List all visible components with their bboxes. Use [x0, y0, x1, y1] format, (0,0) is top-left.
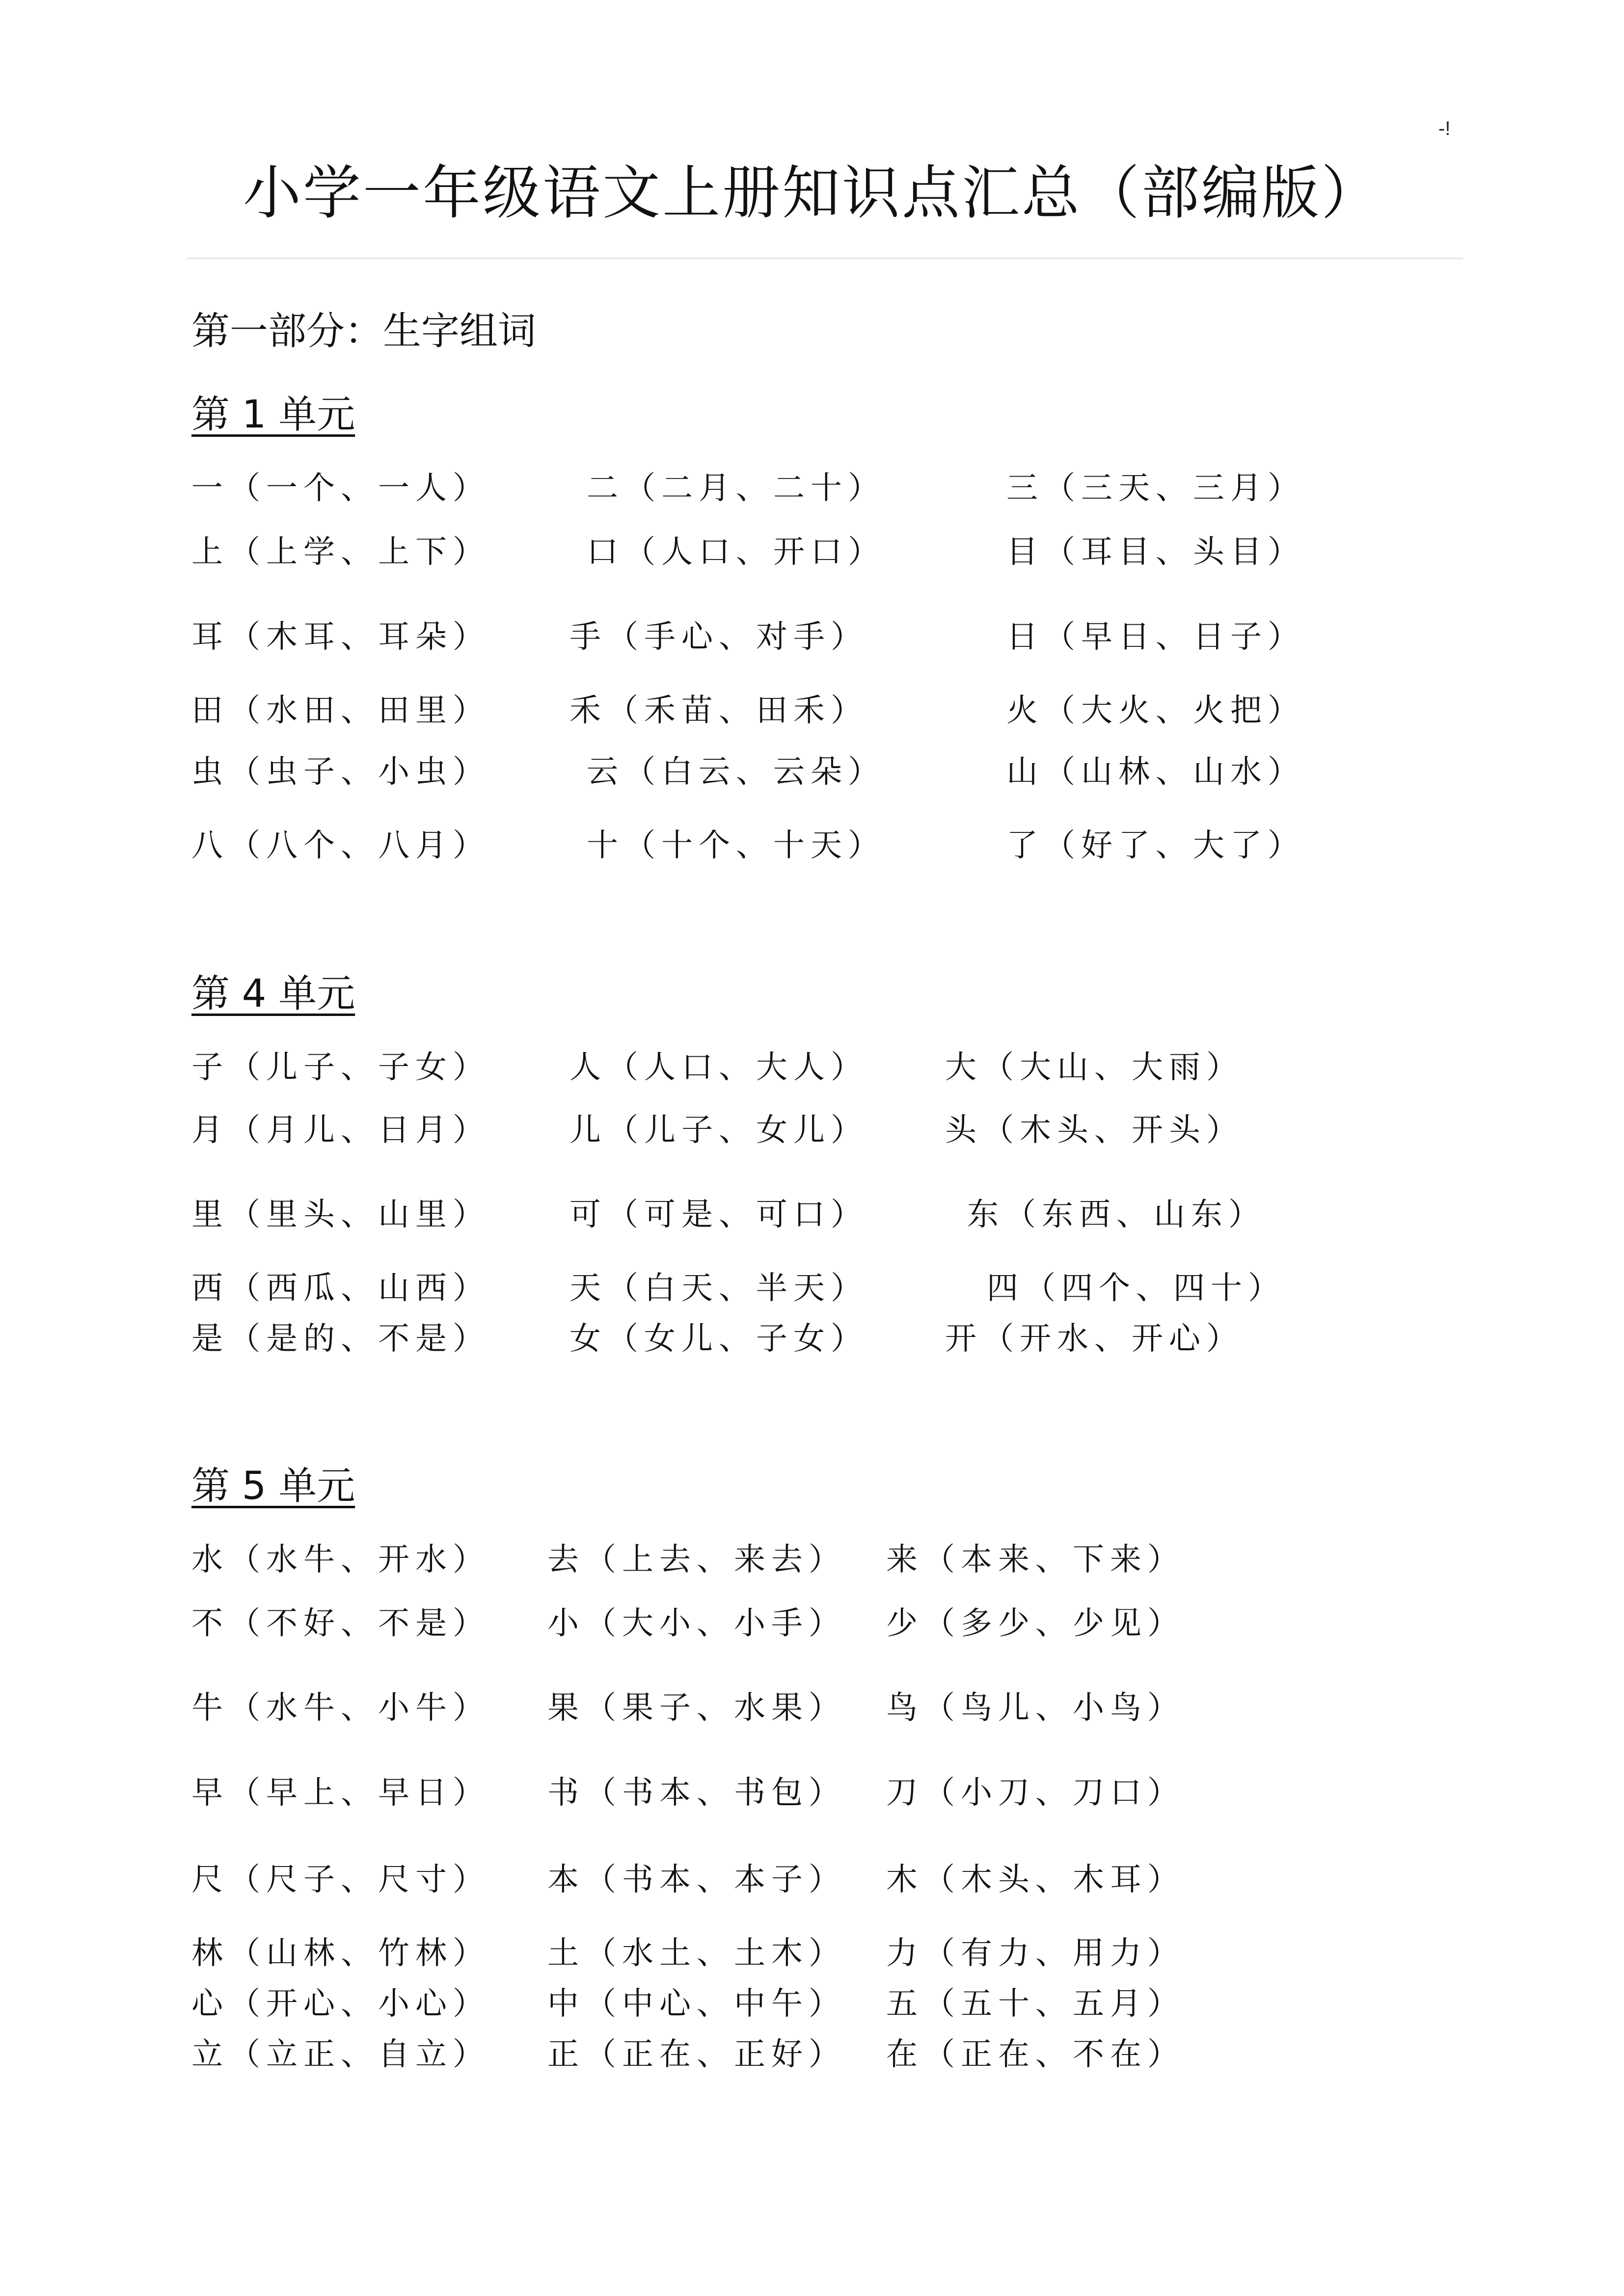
word-entry: 少（多少、少见）	[886, 1605, 1185, 1642]
unit-heading: 第 4 单元	[191, 972, 355, 1016]
word-entry: 四（四个、四十）	[987, 1270, 1285, 1307]
word-entry: 牛（水牛、小牛）	[191, 1690, 490, 1726]
title-divider	[187, 258, 1463, 259]
word-entry: 开（开水、开心）	[945, 1321, 1244, 1357]
word-entry: 山（山林、山水）	[1006, 754, 1305, 790]
word-entry: 大（大山、大雨）	[945, 1049, 1244, 1086]
word-entry: 手（手心、对手）	[569, 619, 868, 655]
word-entry: 五（五十、五月）	[886, 1986, 1185, 2022]
word-entry: 耳（木耳、耳朵）	[191, 619, 490, 655]
word-entry: 鸟（鸟儿、小鸟）	[886, 1690, 1185, 1726]
word-entry: 虫（虫子、小虫）	[191, 754, 490, 790]
word-entry: 头（木头、开头）	[945, 1112, 1244, 1148]
document-title: 小学一年级语文上册知识点汇总（部编版）	[243, 159, 1381, 227]
word-entry: 小（大小、小手）	[547, 1605, 846, 1642]
unit-heading: 第 5 单元	[191, 1464, 355, 1508]
word-entry: 水（水牛、开水）	[191, 1542, 490, 1578]
word-entry: 果（果子、水果）	[547, 1690, 846, 1726]
word-entry: 来（本来、下来）	[886, 1542, 1185, 1578]
word-entry: 里（里头、山里）	[191, 1197, 490, 1233]
word-entry: 人（人口、大人）	[569, 1049, 868, 1086]
word-entry: 本（书本、本子）	[547, 1862, 846, 1898]
part-heading: 第一部分：生字组词	[191, 309, 537, 353]
word-entry: 儿（儿子、女儿）	[569, 1112, 868, 1148]
word-entry: 日（早日、日子）	[1006, 619, 1305, 655]
word-entry: 了（好了、大了）	[1006, 828, 1305, 864]
word-entry: 天（白天、半天）	[569, 1270, 868, 1307]
word-entry: 立（立正、自立）	[191, 2036, 490, 2073]
word-entry: 口（人口、开口）	[587, 534, 885, 570]
word-entry: 可（可是、可口）	[569, 1197, 868, 1233]
word-entry: 火（大火、火把）	[1006, 693, 1305, 729]
word-entry: 女（女儿、子女）	[569, 1321, 868, 1357]
word-entry: 木（木头、木耳）	[886, 1862, 1185, 1898]
word-entry: 云（白云、云朵）	[587, 754, 885, 790]
word-entry: 八（八个、八月）	[191, 828, 490, 864]
word-entry: 去（上去、来去）	[547, 1542, 846, 1578]
word-entry: 书（书本、书包）	[547, 1775, 846, 1811]
word-entry: 禾（禾苗、田禾）	[569, 693, 868, 729]
word-entry: 中（中心、中午）	[547, 1986, 846, 2022]
word-entry: 早（早上、早日）	[191, 1775, 490, 1811]
word-entry: 西（西瓜、山西）	[191, 1270, 490, 1307]
word-entry: 十（十个、十天）	[587, 828, 885, 864]
corner-mark: -!	[1438, 118, 1451, 139]
word-entry: 刀（小刀、刀口）	[886, 1775, 1185, 1811]
word-entry: 在（正在、不在）	[886, 2036, 1185, 2073]
word-entry: 是（是的、不是）	[191, 1321, 490, 1357]
word-entry: 三（三天、三月）	[1006, 470, 1305, 507]
word-entry: 二（二月、二十）	[587, 470, 885, 507]
word-entry: 上（上学、上下）	[191, 534, 490, 570]
word-entry: 土（水土、土木）	[547, 1935, 846, 1972]
word-entry: 不（不好、不是）	[191, 1605, 490, 1642]
word-entry: 目（耳目、头目）	[1006, 534, 1305, 570]
word-entry: 正（正在、正好）	[547, 2036, 846, 2073]
unit-heading: 第 1 单元	[191, 393, 355, 437]
word-entry: 东（东西、山东）	[967, 1197, 1266, 1233]
word-entry: 子（儿子、子女）	[191, 1049, 490, 1086]
word-entry: 心（开心、小心）	[191, 1986, 490, 2022]
word-entry: 一（一个、一人）	[191, 470, 490, 507]
word-entry: 月（月儿、日月）	[191, 1112, 490, 1148]
word-entry: 力（有力、用力）	[886, 1935, 1185, 1972]
word-entry: 田（水田、田里）	[191, 693, 490, 729]
word-entry: 林（山林、竹林）	[191, 1935, 490, 1972]
word-entry: 尺（尺子、尺寸）	[191, 1862, 490, 1898]
